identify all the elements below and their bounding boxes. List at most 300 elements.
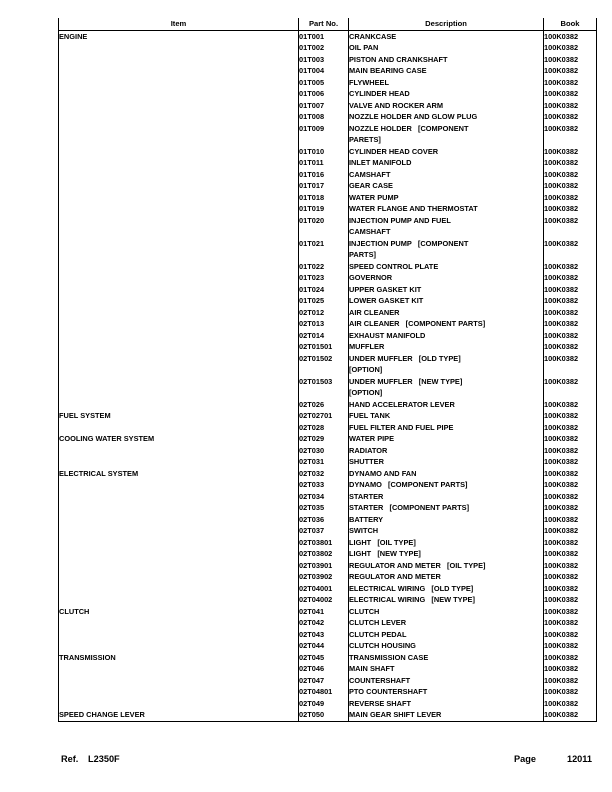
cell-item (59, 376, 299, 399)
table-row (59, 284, 597, 296)
cell-part-no: 02T03801 (299, 537, 349, 549)
cell-part-no: 02T050 (299, 709, 349, 721)
cell-item (59, 192, 299, 204)
table-row (59, 318, 597, 330)
cell-description (349, 284, 544, 296)
cell-part-no: 02T028 (299, 422, 349, 434)
description-line: SWITCH (349, 526, 379, 535)
cell-book: 100K0382 (544, 468, 597, 480)
cell-part-no: 01T002 (299, 42, 349, 54)
cell-description (349, 192, 544, 204)
cell-book: 100K0382 (544, 571, 597, 583)
description-line: CRANKCASE (349, 31, 397, 41)
description-line: MAIN GEAR SHIFT LEVER (349, 710, 442, 719)
cell-part-no: 01T019 (299, 203, 349, 215)
column-header-description: Description (349, 18, 544, 30)
cell-part-no: 02T03902 (299, 571, 349, 583)
table-row (59, 629, 597, 641)
cell-item (59, 330, 299, 342)
cell-book: 100K0382 (544, 203, 597, 215)
description-line: AIR CLEANER [COMPONENT PARTS] (349, 319, 486, 328)
cell-book: 100K0382 (544, 502, 597, 514)
cell-part-no: 02T043 (299, 629, 349, 641)
footer-page-label: Page (514, 754, 536, 764)
description-line: GOVERNOR (349, 273, 393, 282)
description-line: INJECTION PUMP [COMPONENT (349, 238, 469, 248)
table-row (59, 192, 597, 204)
cell-description (349, 410, 544, 422)
description-line: DYNAMO [COMPONENT PARTS] (349, 480, 468, 489)
description-line: WATER PUMP (349, 192, 399, 202)
cell-description (349, 686, 544, 698)
cell-description (349, 180, 544, 192)
table-row (59, 571, 597, 583)
cell-item (59, 583, 299, 595)
cell-book: 100K0382 (544, 410, 597, 422)
cell-description (349, 157, 544, 169)
cell-description (349, 548, 544, 560)
cell-book: 100K0382 (544, 215, 597, 238)
description-line: STARTER [COMPONENT PARTS] (349, 503, 470, 512)
table-row (59, 502, 597, 514)
cell-part-no: 02T01503 (299, 376, 349, 399)
cell-book: 100K0382 (544, 318, 597, 330)
table-header-row (59, 18, 597, 30)
cell-description (349, 203, 544, 215)
cell-book: 100K0382 (544, 594, 597, 606)
cell-part-no: 02T014 (299, 330, 349, 342)
cell-description (349, 445, 544, 457)
cell-description (349, 341, 544, 353)
description-line: PARETS] (349, 135, 381, 144)
cell-book: 100K0382 (544, 583, 597, 595)
cell-item: ELECTRICAL SYSTEM (59, 468, 299, 480)
cell-book: 100K0382 (544, 88, 597, 100)
description-line: PISTON AND CRANKSHAFT (349, 54, 448, 64)
description-line: UNDER MUFFLER [NEW TYPE] (349, 376, 463, 386)
cell-item (59, 617, 299, 629)
cell-part-no: 02T029 (299, 433, 349, 445)
cell-description (349, 307, 544, 319)
description-line: GEAR CASE (349, 181, 393, 190)
cell-description (349, 169, 544, 181)
column-header-item: Item (59, 18, 299, 30)
cell-item (59, 571, 299, 583)
cell-book: 100K0382 (544, 525, 597, 537)
cell-description (349, 399, 544, 411)
cell-description (349, 583, 544, 595)
cell-description (349, 433, 544, 445)
table-row (59, 456, 597, 468)
cell-description (349, 629, 544, 641)
cell-description (349, 42, 544, 54)
cell-description (349, 698, 544, 710)
cell-item (59, 525, 299, 537)
cell-book: 100K0382 (544, 548, 597, 560)
cell-part-no: 01T025 (299, 295, 349, 307)
cell-item (59, 675, 299, 687)
cell-item (59, 238, 299, 261)
table-row (59, 30, 597, 42)
table-row (59, 433, 597, 445)
table-row (59, 123, 597, 146)
cell-description (349, 640, 544, 652)
cell-description (349, 502, 544, 514)
table-row (59, 548, 597, 560)
cell-book: 100K0382 (544, 42, 597, 54)
cell-book: 100K0382 (544, 709, 597, 721)
description-line: CLUTCH (349, 606, 380, 616)
cell-book: 100K0382 (544, 445, 597, 457)
cell-description (349, 100, 544, 112)
table-row (59, 157, 597, 169)
cell-description (349, 295, 544, 307)
description-line: ELECTRICAL WIRING [OLD TYPE] (349, 583, 474, 593)
description-line: HAND ACCELERATOR LEVER (349, 399, 455, 409)
cell-description (349, 675, 544, 687)
description-line: VALVE AND ROCKER ARM (349, 100, 444, 110)
table-row (59, 77, 597, 89)
description-line: CYLINDER HEAD COVER (349, 146, 439, 156)
cell-part-no: 01T006 (299, 88, 349, 100)
cell-description (349, 617, 544, 629)
cell-description (349, 123, 544, 146)
cell-book: 100K0382 (544, 399, 597, 411)
cell-item (59, 272, 299, 284)
description-line: EXHAUST MANIFOLD (349, 330, 426, 340)
table-row (59, 468, 597, 480)
table-row (59, 353, 597, 376)
cell-item (59, 399, 299, 411)
description-line: CLUTCH PEDAL (349, 629, 407, 639)
cell-description (349, 330, 544, 342)
description-line: MUFFLER (349, 342, 385, 351)
description-line: UPPER GASKET KIT (349, 284, 422, 294)
description-line: LIGHT [OIL TYPE] (349, 537, 416, 547)
cell-item (59, 157, 299, 169)
cell-description (349, 571, 544, 583)
cell-book: 100K0382 (544, 560, 597, 572)
cell-item (59, 445, 299, 457)
cell-book: 100K0382 (544, 54, 597, 66)
cell-item (59, 422, 299, 434)
table-row (59, 514, 597, 526)
footer-page-value: 12011 (566, 754, 592, 764)
cell-item: COOLING WATER SYSTEM (59, 433, 299, 445)
table-row (59, 594, 597, 606)
cell-item (59, 146, 299, 158)
cell-item (59, 295, 299, 307)
description-line: INLET MANIFOLD (349, 158, 412, 167)
description-line: CLUTCH HOUSING (349, 641, 416, 650)
cell-part-no: 02T032 (299, 468, 349, 480)
description-line: COUNTERSHAFT (349, 675, 411, 685)
cell-description (349, 215, 544, 238)
table-row (59, 525, 597, 537)
cell-item (59, 353, 299, 376)
cell-part-no: 02T01502 (299, 353, 349, 376)
cell-book: 100K0382 (544, 146, 597, 158)
description-line: CLUTCH LEVER (349, 618, 407, 627)
description-line: BATTERY (349, 514, 384, 524)
cell-book: 100K0382 (544, 295, 597, 307)
table-row (59, 295, 597, 307)
cell-book: 100K0382 (544, 456, 597, 468)
cell-item (59, 261, 299, 273)
cell-description (349, 456, 544, 468)
description-line: LOWER GASKET KIT (349, 296, 424, 305)
table-row (59, 399, 597, 411)
cell-part-no: 01T001 (299, 30, 349, 42)
cell-item: FUEL SYSTEM (59, 410, 299, 422)
footer-ref-value: L2350F (88, 754, 120, 764)
cell-part-no: 01T021 (299, 238, 349, 261)
cell-item (59, 537, 299, 549)
table-row (59, 479, 597, 491)
cell-item (59, 65, 299, 77)
cell-item (59, 123, 299, 146)
cell-item (59, 42, 299, 54)
description-line: PARTS] (349, 250, 376, 259)
cell-item (59, 215, 299, 238)
cell-part-no: 02T033 (299, 479, 349, 491)
cell-part-no: 01T009 (299, 123, 349, 146)
table-row (59, 307, 597, 319)
cell-book: 100K0382 (544, 617, 597, 629)
description-line: CYLINDER HEAD (349, 89, 410, 98)
cell-part-no: 02T030 (299, 445, 349, 457)
cell-part-no: 02T04801 (299, 686, 349, 698)
cell-book: 100K0382 (544, 433, 597, 445)
cell-description (349, 606, 544, 618)
cell-description (349, 30, 544, 42)
cell-item (59, 479, 299, 491)
cell-description (349, 88, 544, 100)
cell-item (59, 307, 299, 319)
cell-item (59, 88, 299, 100)
cell-book: 100K0382 (544, 640, 597, 652)
cell-item (59, 640, 299, 652)
table-row (59, 42, 597, 54)
footer-ref-label: Ref. (61, 754, 79, 764)
table-row (59, 341, 597, 353)
cell-item (59, 594, 299, 606)
cell-item (59, 686, 299, 698)
cell-book: 100K0382 (544, 169, 597, 181)
table-row (59, 330, 597, 342)
cell-part-no: 02T049 (299, 698, 349, 710)
cell-book: 100K0382 (544, 100, 597, 112)
cell-part-no: 02T03802 (299, 548, 349, 560)
cell-item (59, 502, 299, 514)
description-line: SPEED CONTROL PLATE (349, 261, 439, 271)
cell-part-no: 02T012 (299, 307, 349, 319)
cell-item (59, 456, 299, 468)
cell-part-no: 02T04002 (299, 594, 349, 606)
description-line: TRANSMISSION CASE (349, 652, 429, 662)
cell-part-no: 01T018 (299, 192, 349, 204)
cell-item (59, 111, 299, 123)
cell-description (349, 709, 544, 721)
cell-book: 100K0382 (544, 491, 597, 503)
cell-description (349, 514, 544, 526)
table-header (59, 18, 597, 30)
cell-part-no: 02T013 (299, 318, 349, 330)
cell-item (59, 203, 299, 215)
cell-part-no: 02T04001 (299, 583, 349, 595)
cell-part-no: 02T041 (299, 606, 349, 618)
cell-item: TRANSMISSION (59, 652, 299, 664)
cell-book: 100K0382 (544, 376, 597, 399)
cell-book: 100K0382 (544, 514, 597, 526)
cell-item (59, 491, 299, 503)
cell-part-no: 01T003 (299, 54, 349, 66)
cell-part-no: 02T037 (299, 525, 349, 537)
cell-item (59, 548, 299, 560)
cell-book: 100K0382 (544, 479, 597, 491)
description-line: [OPTION] (349, 365, 383, 374)
description-line: AIR CLEANER (349, 307, 400, 317)
description-line: REGULATOR AND METER [OIL TYPE] (349, 560, 486, 570)
description-line: STARTER (349, 491, 384, 501)
cell-description (349, 537, 544, 549)
cell-book: 100K0382 (544, 663, 597, 675)
cell-part-no: 01T007 (299, 100, 349, 112)
table-row (59, 376, 597, 399)
description-line: UNDER MUFFLER [OLD TYPE] (349, 353, 461, 363)
cell-book: 100K0382 (544, 629, 597, 641)
cell-book: 100K0382 (544, 261, 597, 273)
table-row (59, 686, 597, 698)
cell-book: 100K0382 (544, 353, 597, 376)
table-row (59, 65, 597, 77)
cell-part-no: 01T010 (299, 146, 349, 158)
cell-description (349, 77, 544, 89)
description-line: FLYWHEEL (349, 77, 389, 87)
cell-item (59, 77, 299, 89)
column-header-book: Book (544, 18, 597, 30)
table-row (59, 54, 597, 66)
description-line: NOZZLE HOLDER AND GLOW PLUG (349, 112, 478, 121)
table-body (59, 30, 597, 721)
table-row (59, 111, 597, 123)
parts-catalog-table (58, 18, 597, 722)
cell-part-no: 02T044 (299, 640, 349, 652)
table-row (59, 640, 597, 652)
cell-description (349, 238, 544, 261)
cell-item (59, 514, 299, 526)
table-row (59, 88, 597, 100)
table-row (59, 537, 597, 549)
table-row (59, 272, 597, 284)
table-row (59, 675, 597, 687)
cell-item: ENGINE (59, 30, 299, 42)
cell-description (349, 111, 544, 123)
cell-item (59, 698, 299, 710)
cell-part-no: 01T022 (299, 261, 349, 273)
cell-description (349, 54, 544, 66)
cell-description (349, 594, 544, 606)
table-row (59, 100, 597, 112)
cell-part-no: 01T004 (299, 65, 349, 77)
table-row (59, 203, 597, 215)
cell-item: SPEED CHANGE LEVER (59, 709, 299, 721)
cell-item (59, 341, 299, 353)
description-line: [OPTION] (349, 388, 383, 397)
cell-part-no: 01T011 (299, 157, 349, 169)
cell-book: 100K0382 (544, 123, 597, 146)
cell-book: 100K0382 (544, 157, 597, 169)
cell-book: 100K0382 (544, 698, 597, 710)
description-line: INJECTION PUMP AND FUEL (349, 215, 451, 225)
cell-book: 100K0382 (544, 606, 597, 618)
cell-book: 100K0382 (544, 675, 597, 687)
cell-part-no: 01T017 (299, 180, 349, 192)
cell-book: 100K0382 (544, 65, 597, 77)
description-line: REGULATOR AND METER (349, 572, 441, 581)
table-row (59, 617, 597, 629)
cell-description (349, 525, 544, 537)
cell-book: 100K0382 (544, 238, 597, 261)
cell-book: 100K0382 (544, 272, 597, 284)
table-row (59, 663, 597, 675)
table-row (59, 410, 597, 422)
description-line: LIGHT [NEW TYPE] (349, 549, 421, 558)
cell-item (59, 169, 299, 181)
description-line: SHUTTER (349, 457, 384, 466)
column-header-part-no: Part No. (299, 18, 349, 30)
table-row (59, 180, 597, 192)
cell-book: 100K0382 (544, 341, 597, 353)
cell-item (59, 663, 299, 675)
cell-item (59, 284, 299, 296)
cell-description (349, 491, 544, 503)
cell-description (349, 376, 544, 399)
cell-book: 100K0382 (544, 111, 597, 123)
description-line: CAMSHAFT (349, 227, 391, 236)
cell-book: 100K0382 (544, 180, 597, 192)
cell-part-no: 02T045 (299, 652, 349, 664)
cell-item (59, 560, 299, 572)
cell-part-no: 02T034 (299, 491, 349, 503)
cell-part-no: 01T008 (299, 111, 349, 123)
cell-description (349, 261, 544, 273)
cell-part-no: 02T036 (299, 514, 349, 526)
cell-part-no: 02T035 (299, 502, 349, 514)
description-line: CAMSHAFT (349, 169, 391, 179)
table-row (59, 583, 597, 595)
cell-item: CLUTCH (59, 606, 299, 618)
description-line: NOZZLE HOLDER [COMPONENT (349, 123, 469, 133)
cell-part-no: 02T026 (299, 399, 349, 411)
cell-book: 100K0382 (544, 77, 597, 89)
cell-description (349, 353, 544, 376)
cell-part-no: 01T023 (299, 272, 349, 284)
cell-part-no: 01T005 (299, 77, 349, 89)
cell-part-no: 02T046 (299, 663, 349, 675)
description-line: FUEL TANK (349, 411, 391, 420)
cell-part-no: 02T03901 (299, 560, 349, 572)
cell-part-no: 01T024 (299, 284, 349, 296)
cell-part-no: 02T042 (299, 617, 349, 629)
table-row (59, 169, 597, 181)
description-line: DYNAMO AND FAN (349, 468, 417, 478)
table-row (59, 422, 597, 434)
cell-part-no: 01T016 (299, 169, 349, 181)
cell-book: 100K0382 (544, 30, 597, 42)
description-line: OIL PAN (349, 43, 379, 52)
cell-part-no: 01T020 (299, 215, 349, 238)
